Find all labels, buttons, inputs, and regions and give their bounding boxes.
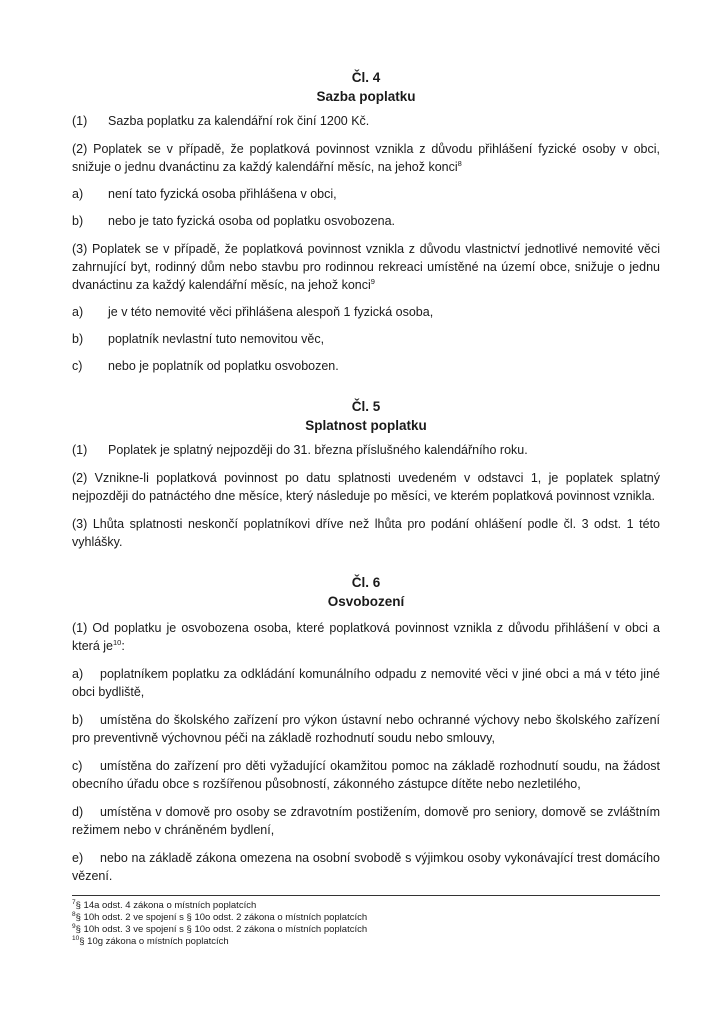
footnote-number: 9 — [72, 922, 76, 930]
art5-paragraph-1 — [72, 441, 660, 459]
paragraph-label: (3) — [72, 242, 88, 256]
footnote-text: § 10h odst. 3 ve spojení s § 10o odst. 2 zákona o místních poplatcích — [75, 924, 368, 935]
art6-item-a — [72, 665, 660, 701]
item-label: c) — [72, 359, 83, 373]
art6-item-d — [72, 803, 660, 839]
paragraph-text: Sazba poplatku za kalendářní rok činí 1200 Kč. — [108, 114, 370, 128]
article-4-number: Čl. 4 — [351, 70, 381, 85]
paragraph-label: (2) — [72, 471, 88, 485]
art4-p2-item-a — [72, 185, 660, 203]
item-label: b) — [72, 332, 84, 346]
item-text: není tato fyzická osoba přihlášena v obci, — [108, 187, 337, 201]
paragraph-label: (1) — [72, 443, 88, 457]
footnote-text: § 10g zákona o místních poplatcích — [79, 936, 229, 947]
item-label: a) — [72, 667, 84, 681]
art4-paragraph-1 — [72, 112, 660, 130]
paragraph-label: (1) — [72, 621, 88, 635]
item-label: d) — [72, 805, 84, 819]
item-label: a) — [72, 187, 84, 201]
item-label: b) — [72, 214, 84, 228]
paragraph-text: Poplatek se v případě, že poplatková povinnost vznikla z důvodu vlastnictví jednotlivé nemovité věci zahrnující byt, rodinný dům nebo stavbu pro rodinnou rekreaci umístěné na území obce, snižuje o jednu dvanáctinu za každý kalendářní měsíc, na jehož konci — [72, 242, 660, 292]
footnote-text: § 14a odst. 4 zákona o místních poplatcích — [75, 900, 257, 911]
paragraph-text: Lhůta splatnosti neskončí poplatníkovi dříve než lhůta pro podání ohlášení podle čl. 3 odst. 1 této vyhlášky. — [72, 517, 660, 549]
footnote — [72, 900, 660, 912]
item-label: c) — [72, 759, 83, 773]
footnote-ref: 9 — [370, 276, 375, 286]
paragraph-label: (1) — [72, 114, 88, 128]
spacer — [72, 551, 660, 573]
article-5-number: Čl. 5 — [351, 399, 381, 414]
footnote-ref: 8 — [457, 158, 462, 168]
item-text: nebo je tato fyzická osoba od poplatku osvobozena. — [108, 214, 396, 228]
document-body — [72, 68, 660, 885]
art4-p3-item-c — [72, 357, 660, 375]
item-text: nebo na základě zákona omezena na osobní svobodě s výjimkou osoby vykonávající trest domácího vězení. — [72, 851, 660, 883]
paragraph-text: Od poplatku je osvobozena osoba, které poplatková povinnost vznikla z důvodu přihlášení v obci a která je — [72, 621, 660, 653]
paragraph-text: Vznikne-li poplatková povinnost po datu splatnosti uvedeném v odstavci 1, je poplatek splatný nejpozději do patnáctého dne měsíce, který následuje po měsíci, ve kterém poplatková povinnost vznikla. — [72, 471, 660, 503]
footnote-ref: 10 — [113, 637, 122, 647]
item-text: je v této nemovité věci přihlášena alespoň 1 fyzická osoba, — [108, 305, 434, 319]
footnote-number: 8 — [72, 910, 76, 918]
art5-paragraph-3 — [72, 515, 660, 551]
footnote-number: 10 — [72, 934, 80, 942]
art4-p3-item-b — [72, 330, 660, 348]
item-text: poplatníkem poplatku za odkládání komunálního odpadu z nemovité věci v jiné obci a má v této jiné obci bydliště, — [72, 667, 660, 699]
art6-item-b — [72, 711, 660, 747]
item-label: b) — [72, 713, 84, 727]
article-6-number: Čl. 6 — [351, 575, 381, 590]
art6-paragraph-1 — [72, 619, 660, 655]
footnote-number: 7 — [72, 898, 76, 906]
paragraph-tail: : — [121, 639, 125, 653]
art4-paragraph-3 — [72, 240, 660, 294]
item-label: a) — [72, 305, 84, 319]
art4-paragraph-2 — [72, 140, 660, 176]
item-text: umístěna do školského zařízení pro výkon ústavní nebo ochranné výchovy nebo školského zařízení pro preventivně výchovnou péči na základě rozhodnutí soudu nebo smlouvy, — [72, 713, 660, 745]
article-4-title: Sazba poplatku — [316, 89, 416, 104]
art6-item-e — [72, 849, 660, 885]
footnotes — [72, 895, 660, 948]
paragraph-text: Poplatek se v případě, že poplatková povinnost vznikla z důvodu přihlášení fyzické osoby v obci, snižuje o jednu dvanáctinu za každý kalendářní měsíc, na jehož konci — [72, 142, 660, 174]
item-text: umístěna do zařízení pro děti vyžadující okamžitou pomoc na základě rozhodnutí soudu, na žádost obecního úřadu obce s rozšířenou působností, zákonného zástupce dítěte nebo nezletilého, — [72, 759, 660, 791]
art4-p3-item-a — [72, 303, 660, 321]
footnote — [72, 936, 660, 948]
art6-item-c — [72, 757, 660, 793]
item-label: e) — [72, 851, 84, 865]
spacer — [72, 375, 660, 397]
footnote — [72, 912, 660, 924]
footnote — [72, 924, 660, 936]
article-6-title: Osvobození — [327, 594, 405, 609]
art4-p2-item-b — [72, 212, 660, 230]
item-text: nebo je poplatník od poplatku osvobozen. — [108, 359, 339, 373]
paragraph-label: (2) — [72, 142, 88, 156]
item-text: umístěna v domově pro osoby se zdravotním postižením, domově pro seniory, domově se zvláštním režimem nebo v chráněném bydlení, — [72, 805, 660, 837]
item-text: poplatník nevlastní tuto nemovitou věc, — [108, 332, 325, 346]
paragraph-text: Poplatek je splatný nejpozději do 31. března příslušného kalendářního roku. — [108, 443, 528, 457]
paragraph-label: (3) — [72, 517, 88, 531]
article-5-title: Splatnost poplatku — [305, 418, 427, 433]
footnote-text: § 10h odst. 2 ve spojení s § 10o odst. 2 zákona o místních poplatcích — [75, 912, 368, 923]
art5-paragraph-2 — [72, 469, 660, 505]
